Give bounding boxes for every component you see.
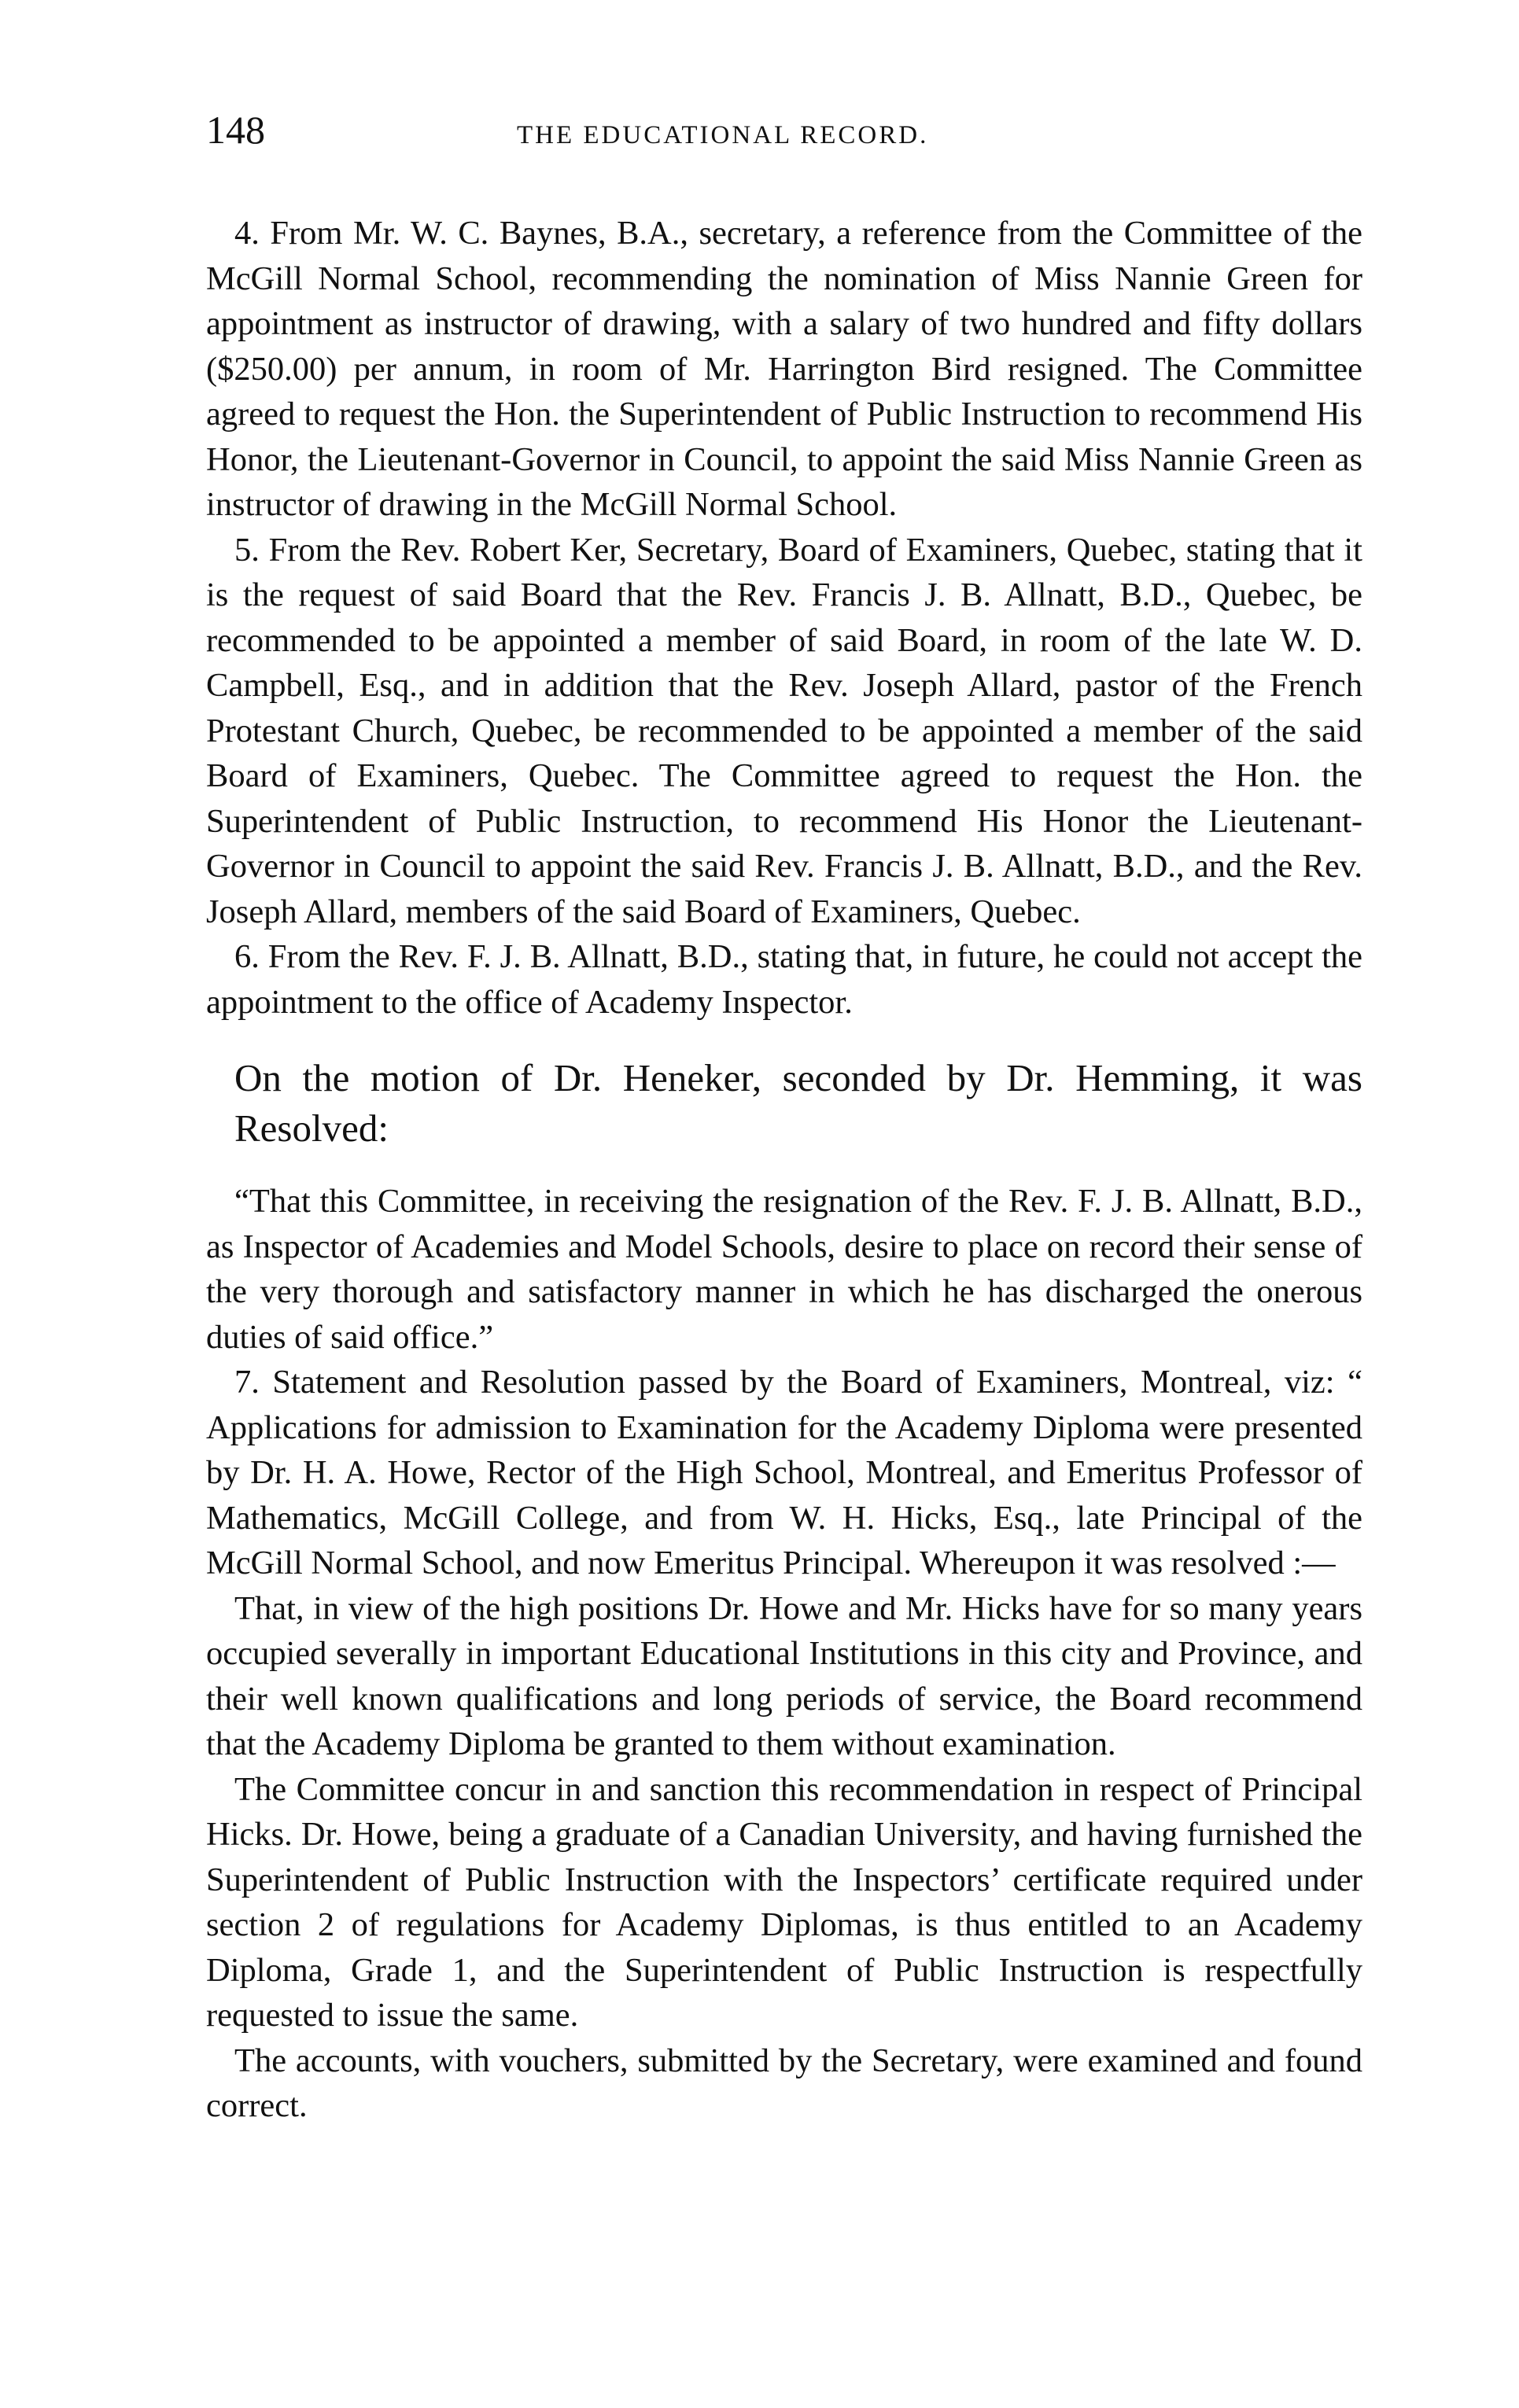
running-title: THE EDUCATIONAL RECORD. [517, 121, 929, 149]
body-text [206, 211, 1362, 2129]
paragraph-item-4: 4. From Mr. W. C. Baynes, B.A., secretary, a reference from the Committee of the McGill Normal School, recommending the nomination of Miss Nannie Green for appointment as instructor of drawing, with a salary of two hundred and fifty dollars ($250.00) per annum, in room of Mr. Harrington Bird resigned. The Committee agreed to request the Hon. the Superintendent of Public Instruction to recommend His Honor, the Lieutenant-Governor in Council, to appoint the said Miss Nannie Green as instructor of drawing in the McGill Normal School. [206, 215, 1362, 523]
motion-heading: On the motion of Dr. Heneker, seconded by Dr. Hemming, it was Resolved: [234, 1056, 1362, 1150]
page-header [206, 102, 1362, 165]
page-number: 148 [206, 108, 265, 152]
paragraph-committee-concur: The Committee concur in and sanction this recommendation in respect of Principal Hicks. Dr. Howe, being a graduate of a Canadian University, and having furnished the Superintendent of Public Instruction with the Inspectors’ certificate required under section 2 of regulations for Academy Diplomas, is thus entitled to an Academy Diploma, Grade 1, and the Superintendent of Public Instruction is respectfully requested to issue the same. [206, 1770, 1362, 2034]
paragraph-accounts: The accounts, with vouchers, submitted by the Secretary, were examined and found correct. [206, 2042, 1362, 2124]
paragraph-item-6: 6. From the Rev. F. J. B. Allnatt, B.D., stating that, in future, he could not accept the appointment to the office of Academy Inspector. [206, 938, 1362, 1021]
paragraph-item-7: 7. Statement and Resolution passed by the Board of Examiners, Montreal, viz: “ Applications for admission to Examination for the Academy Diploma were presented by Dr. H. A. Howe, Rector of the High School, Montreal, and Emeritus Professor of Mathematics, McGill College, and from W. H. Hicks, Esq., late Principal of the McGill Normal School, and now Emeritus Principal. Whereupon it was resolved :— [206, 1364, 1362, 1581]
paragraph-board-recommendation: That, in view of the high positions Dr. Howe and Mr. Hicks have for so many years occupied severally in important Educational Institutions in this city and Province, and their well known qualifications and long periods of service, the Board recommend that the Academy Diploma be granted to them without examination. [206, 1589, 1362, 1762]
page [206, 102, 1362, 2129]
resolution-quote: “That this Committee, in receiving the resignation of the Rev. F. J. B. Allnatt, B.D., as Inspector of Academies and Model Schools, desire to place on record their sense of the very thorough and satisfactory manner in which he has discharged the onerous duties of said office.” [206, 1183, 1362, 1356]
paragraph-item-5: 5. From the Rev. Robert Ker, Secretary, Board of Examiners, Quebec, stating that it is the request of said Board that the Rev. Francis J. B. Allnatt, B.D., Quebec, be recommended to be appointed a member of said Board, in room of the late W. D. Campbell, Esq., and in addition that the Rev. Joseph Allard, pastor of the French Protestant Church, Quebec, be recommended to be appointed a member of the said Board of Examiners, Quebec. The Committee agreed to request the Hon. the Superintendent of Public Instruction, to recommend His Honor the Lieutenant-Governor in Council to appoint the said Rev. Francis J. B. Allnatt, B.D., and the Rev. Joseph Allard, members of the said Board of Examiners, Quebec. [206, 531, 1362, 930]
